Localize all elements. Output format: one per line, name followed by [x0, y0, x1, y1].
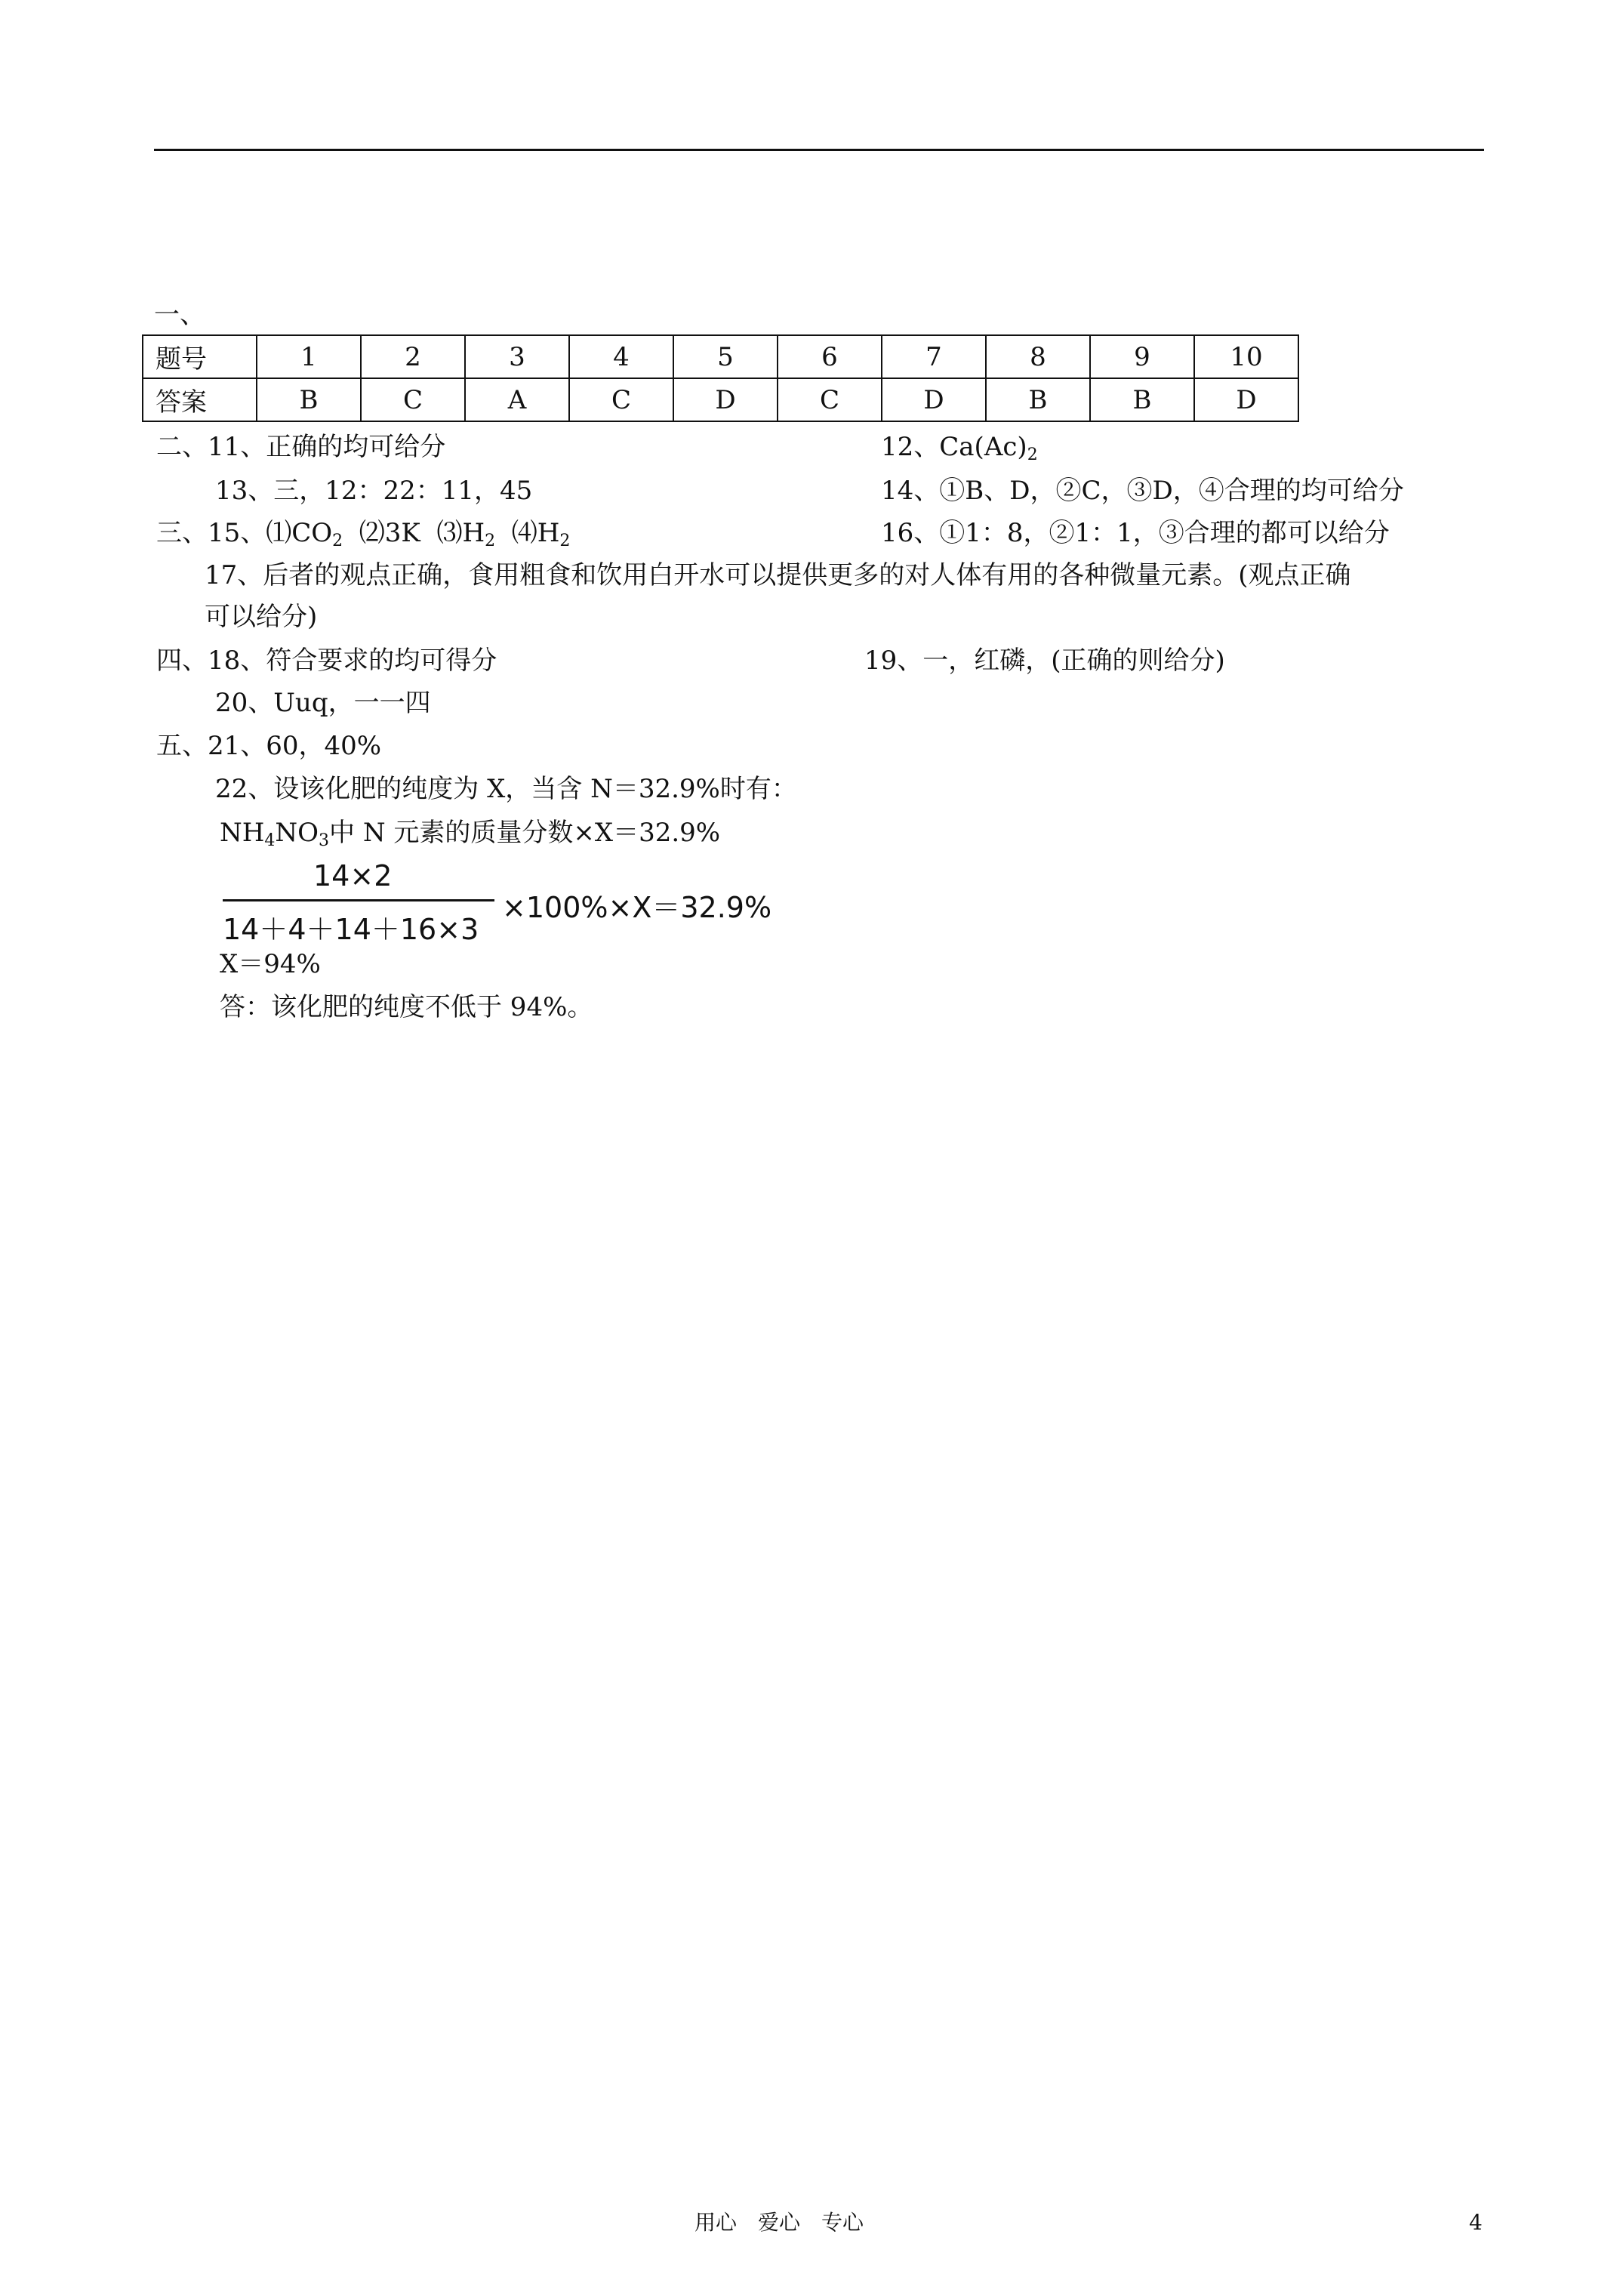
answer-q22-result: X＝94%	[220, 949, 321, 979]
table-cell: 10	[1194, 335, 1298, 378]
answer-q17-line2: 可以给分)	[205, 602, 318, 632]
table-cell: A	[465, 378, 569, 421]
table-cell: 3	[465, 335, 569, 378]
answer-q21: 五、21、60，40%	[156, 731, 382, 761]
table-cell: 8	[986, 335, 1090, 378]
answer-q18: 四、18、符合要求的均可得分	[156, 646, 497, 676]
table-cell: 9	[1090, 335, 1194, 378]
answer-q22-conclusion: 答：该化肥的纯度不低于 94%。	[220, 992, 593, 1022]
row-header-question-number: 题号	[143, 335, 257, 378]
table-cell: C	[778, 378, 882, 421]
table-cell: B	[1090, 378, 1194, 421]
answer-q11: 二、11、正确的均可给分	[156, 432, 446, 462]
answer-q17-line1: 17、后者的观点正确，食用粗食和饮用白开水可以提供更多的对人体有用的各种微量元素。(观点正确	[205, 560, 1351, 590]
table-cell: 7	[882, 335, 986, 378]
answer-q19: 19、一，红磷，(正确的则给分)	[864, 646, 1225, 676]
answer-q13: 13、三，12：22：11，45	[215, 476, 533, 506]
answer-q14: 14、①B、D，②C，③D，④合理的均可给分	[881, 476, 1404, 506]
table-cell: B	[257, 378, 361, 421]
table-cell: 4	[569, 335, 673, 378]
table-cell: D	[882, 378, 986, 421]
table-cell: D	[1194, 378, 1298, 421]
table-row-answers	[143, 378, 1298, 421]
answer-q22-statement: 22、设该化肥的纯度为 X，当含 N＝32.9%时有：	[215, 774, 797, 804]
answer-q16: 16、①1：8，②1：1，③合理的都可以给分	[881, 518, 1390, 548]
section-1-label: 一、	[154, 300, 205, 330]
answer-table	[142, 334, 1299, 422]
table-cell: B	[986, 378, 1090, 421]
table-cell: C	[569, 378, 673, 421]
table-cell: 2	[361, 335, 465, 378]
header-rule	[154, 149, 1484, 151]
row-header-answer: 答案	[143, 378, 257, 421]
table-cell: C	[361, 378, 465, 421]
answer-q20: 20、Uuq，一一四	[215, 688, 431, 718]
answer-q22-formula: $NH_4NO_3$中 N 元素的质量分数×X＝32.9%	[220, 818, 721, 850]
answer-q12: 12、$Ca(Ac)_2$	[881, 432, 1038, 464]
table-row-numbers	[143, 335, 1298, 378]
table-cell: 1	[257, 335, 361, 378]
fraction-bar	[223, 899, 494, 901]
table-cell: D	[673, 378, 778, 421]
fraction-denominator: 14＋4＋14＋16×3	[223, 913, 479, 946]
table-cell: 5	[673, 335, 778, 378]
footer-motto: 用心 爱心 专心	[694, 2210, 864, 2235]
page-number: 4	[1469, 2210, 1483, 2235]
equation-tail: ×100%×X＝32.9%	[502, 891, 772, 924]
answer-q15: 三、15、$⑴CO_2$ ⑵3K $⑶H_2$ $⑷H_2$	[156, 518, 571, 550]
fraction-numerator: 14×2	[313, 859, 393, 892]
table-cell: 6	[778, 335, 882, 378]
